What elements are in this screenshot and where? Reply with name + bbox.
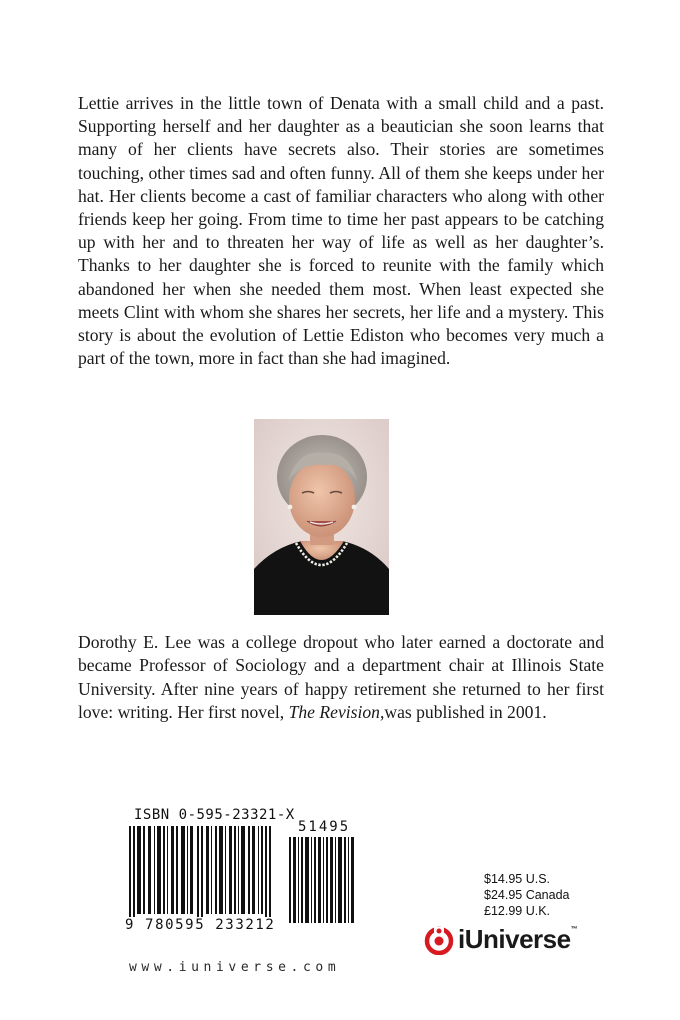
bio-text-start: Dorothy E. Lee was a college dropout who later earned a doctorate and became Professor of Sociology and a department chair at Illinois State University. After nine years of happy retirement she returned to her first love: writing. Her first novel, [78,632,604,723]
publisher-website: www.iuniverse.com [129,960,341,975]
trademark-mark: ™ [570,926,578,933]
price-canada: $24.95 Canada [484,888,570,902]
price-list [484,871,570,919]
price-uk: £12.99 U.K. [484,904,551,918]
isbn-label: ISBN 0-595-23321-X [134,807,295,823]
back-cover-blurb: Lettie arrives in the little town of Denata with a small child and a past. Supporting herself and her daughter as a beautician she soon learns that many of her clients have secrets also. Their stories are sometimes touching, other times sad and often funny. All of them she keeps under her hat. Her clients become a cast of familiar characters who along with other friends keep her going. From time to time her past appears to be catching up with her and to threaten her way of life as well as her daughter’s. Thanks to her daughter she is forced to reunite with the family which abandoned her when she needed them most. When least expected she meets Clint with whom she shares her secrets, her life and a mystery. This story is about the evolution of Lettie Ediston who becomes very much a part of the town, more in fact than she had imagined. [78,93,604,369]
novel-title: The Revision [288,702,380,723]
ean-barcode-icon [121,826,279,922]
author-portrait-icon [254,419,389,615]
publisher-logo [424,924,577,955]
price-addon-digits: 51495 [298,819,351,835]
ean-digits: 9 780595 233212 [125,917,276,933]
author-photo [254,419,389,615]
author-bio [78,631,604,725]
iuniverse-swirl-icon [424,925,454,955]
bio-text-end: ,was published in 2001. [379,702,547,723]
publisher-name-text: iUniverse [458,924,571,954]
publisher-name [458,924,577,955]
price-us: $14.95 U.S. [484,872,551,886]
price-addon-barcode-icon [287,837,357,923]
